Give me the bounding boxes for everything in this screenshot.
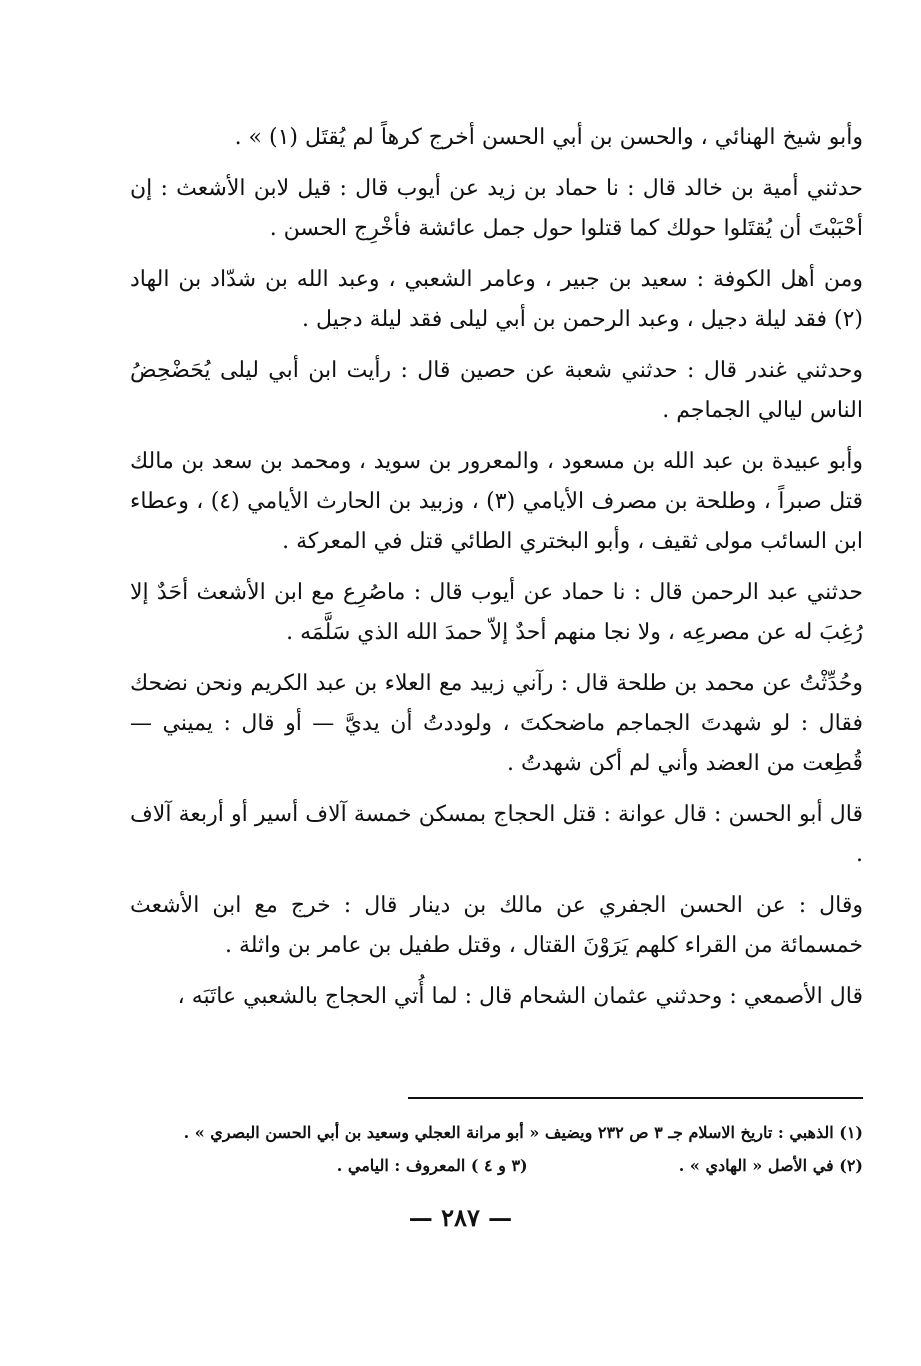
paragraph-2: حدثني أمية بن خالد قال : نا حماد بن زيد عن أيوب قال : قيل لابن الأشعث : إن أحْبَبْتَ أن يُقتَلوا حولك كما قتلوا حول جمل عائشة فأخْرِج الحسن . [130,176,863,241]
footnote-3-4: (٣ و ٤ ) المعروف : اليامي . [336,1156,528,1175]
footnote-2: (٢) في الأصل « الهادي » . [678,1156,863,1175]
paragraph-5: وأبو عبيدة بن عبد الله بن مسعود ، والمعرور بن سويد ، ومحمد بن سعد بن مالك قتل صبراً ، وطلحة بن مصرف الأيامي (٣) ، وزبيد بن الحارث الأيامي (٤) ، وعطاء ابن السائب مولى ثقيف ، وأبو البختري الطائي قتل في المعركة . [130,449,864,554]
body-text [130,118,863,1028]
paragraph-8: قال أبو الحسن : قال عوانة : قتل الحجاج بمسكن خمسة آلاف أسير أو أربعة آلاف . [130,802,863,867]
paragraph-6: حدثني عبد الرحمن قال : نا حماد عن أيوب قال : ماصُرِع مع ابن الأشعث أحَدٌ إلا رُغِبَ له عن مصرعِه ، ولا نجا منهم أحدٌ إلاّ حمدَ الله الذي سَلَّمَه . [130,580,863,645]
paragraph-9: وقال : عن الحسن الجفري عن مالك بن دينار قال : خرج مع ابن الأشعث خمسمائة من القراء كلهم يَرَوْنَ القتال ، وقتل طفيل بن عامر بن واثلة . [130,893,863,958]
footnote-line-2 [130,1149,863,1182]
paragraph-7: وحُدِّثْتُ عن محمد بن طلحة قال : رآني زبيد مع العلاء بن عبد الكريم ونحن نضحك فقال : لو شهدتَ الجماجم ماضحكتَ ، ولوددتُ أن يديَّ — أو قال : يميني — قُطِعت من العضد وأني لم أكن شهدتُ . [130,671,863,776]
footnote-1: (١) الذهبي : تاريخ الاسلام جـ ٣ ص ٢٣٢ ويضيف « أبو مرانة العجلي وسعيد بن أبي الحسن البصري » . [183,1123,863,1142]
page-number: — ٢٨٧ — [408,1203,513,1232]
paragraph-1: وأبو شيخ الهنائي ، والحسن بن أبي الحسن أخرج كرهاً لم يُقتَل (١) » . [234,125,863,150]
paragraph-3: ومن أهل الكوفة : سعيد بن جبير ، وعامر الشعبي ، وعبد الله بن شدّاد بن الهاد (٢) فقد ليلة دجيل ، وعبد الرحمن بن أبي ليلى فقد ليلة دجيل . [130,267,863,332]
footnotes [130,1116,863,1182]
paragraph-4: وحدثني غندر قال : حدثني شعبة عن حصين قال : رأيت ابن أبي ليلى يُحَضْحِضُ الناس ليالي الجماجم . [130,358,863,423]
paragraph-10: قال الأصمعي : وحدثني عثمان الشحام قال : لما أُتي الحجاج بالشعبي عاتَبَه ، [177,984,863,1009]
footnote-separator [408,1097,863,1099]
